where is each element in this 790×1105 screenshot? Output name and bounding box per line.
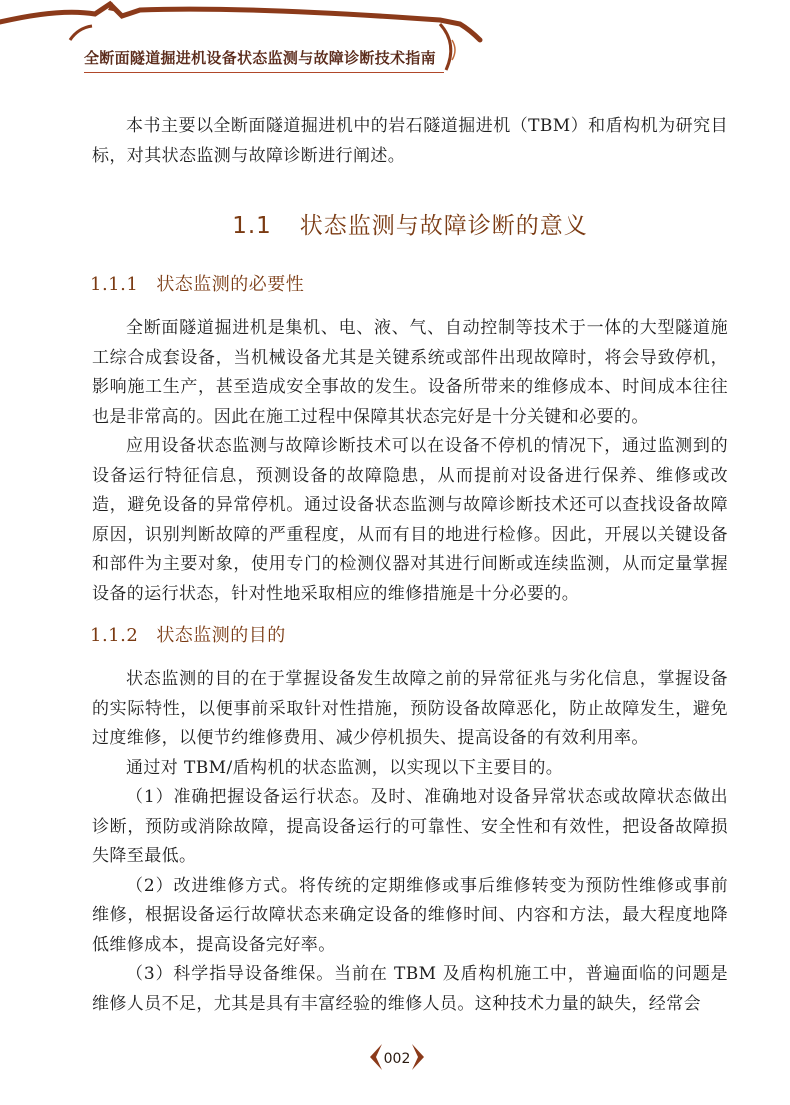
subsection-heading-1: [90, 270, 728, 296]
section-heading: [92, 207, 728, 240]
body-paragraph: 全断面隧道掘进机是集机、电、液、气、自动控制等技术于一体的大型隧道施工综合成套设备，当机械设备尤其是关键系统或部件出现故障时，将会导致停机，影响施工生产，甚至造成安全事故的发生。设备所带来的维修成本、时间成本往往也是非常高的。因此在施工过程中保障其状态完好是十分关键和必要的。: [92, 318, 728, 427]
body-paragraph: 通过对 TBM/盾构机的状态监测，以实现以下主要目的。: [126, 757, 564, 778]
list-item: （2）改进维修方式。将传统的定期维修或事后维修转变为预防性维修或事前维修，根据设备运行故障状态来确定设备的维修时间、内容和方法，最大程度地降低维修成本，提高设备完好率。: [92, 875, 728, 955]
subsection-number: 1.1.1: [90, 274, 139, 295]
page-number: 002: [383, 1051, 411, 1067]
subsection-title: 状态监测的必要性: [156, 274, 305, 295]
section-number: 1.1: [232, 213, 272, 239]
header-divider: [84, 72, 444, 73]
intro-paragraph: 本书主要以全断面隧道掘进机中的岩石隧道掘进机（TBM）和盾构机为研究目标，对其状态监测与故障诊断进行阐述。: [92, 116, 728, 166]
page-number-ornament: [0, 1040, 790, 1074]
body-paragraph: 应用设备状态监测与故障诊断技术可以在设备不停机的情况下，通过监测到的设备运行特征信息，预测设备的故障隐患，从而提前对设备进行保养、维修或改造，避免设备的异常停机。通过设备状态监测与故障诊断技术还可以查找设备故障原因，识别判断故障的严重程度，从而有目的地进行检修。因此，开展以关键设备和部件为主要对象，使用专门的检测仪器对其进行间断或连续监测，从而定量掌握设备的运行状态，针对性地采取相应的维修措施是十分必要的。: [92, 436, 728, 604]
subsection-heading-2: [90, 621, 728, 647]
list-item: （3）科学指导设备维保。当前在 TBM 及盾构机施工中，普遍面临的问题是维修人员不足，尤其是具有丰富经验的维修人员。这种技术力量的缺失，经常会: [92, 964, 728, 1014]
page-content: [92, 112, 728, 1019]
list-item: （1）准确把握设备运行状态。及时、准确地对设备异常状态或故障状态做出诊断，预防或消除故障，提高设备运行的可靠性、安全性和有效性，把设备故障损失降至最低。: [92, 787, 728, 866]
subsection-title: 状态监测的目的: [156, 625, 286, 646]
body-paragraph: 状态监测的目的在于掌握设备发生故障之前的异常征兆与劣化信息，掌握设备的实际特性，以便事前采取针对性措施，预防设备故障恶化，防止故障发生，避免过度维修，以便节约维修费用、减少停机损失、提高设备的有效利用率。: [92, 669, 728, 748]
header-title: 全断面隧道掘进机设备状态监测与故障诊断技术指南: [84, 49, 436, 67]
subsection-number: 1.1.2: [90, 625, 139, 646]
page-header: [0, 0, 790, 100]
section-title: 状态监测与故障诊断的意义: [299, 213, 588, 239]
page-footer: [0, 1040, 790, 1074]
